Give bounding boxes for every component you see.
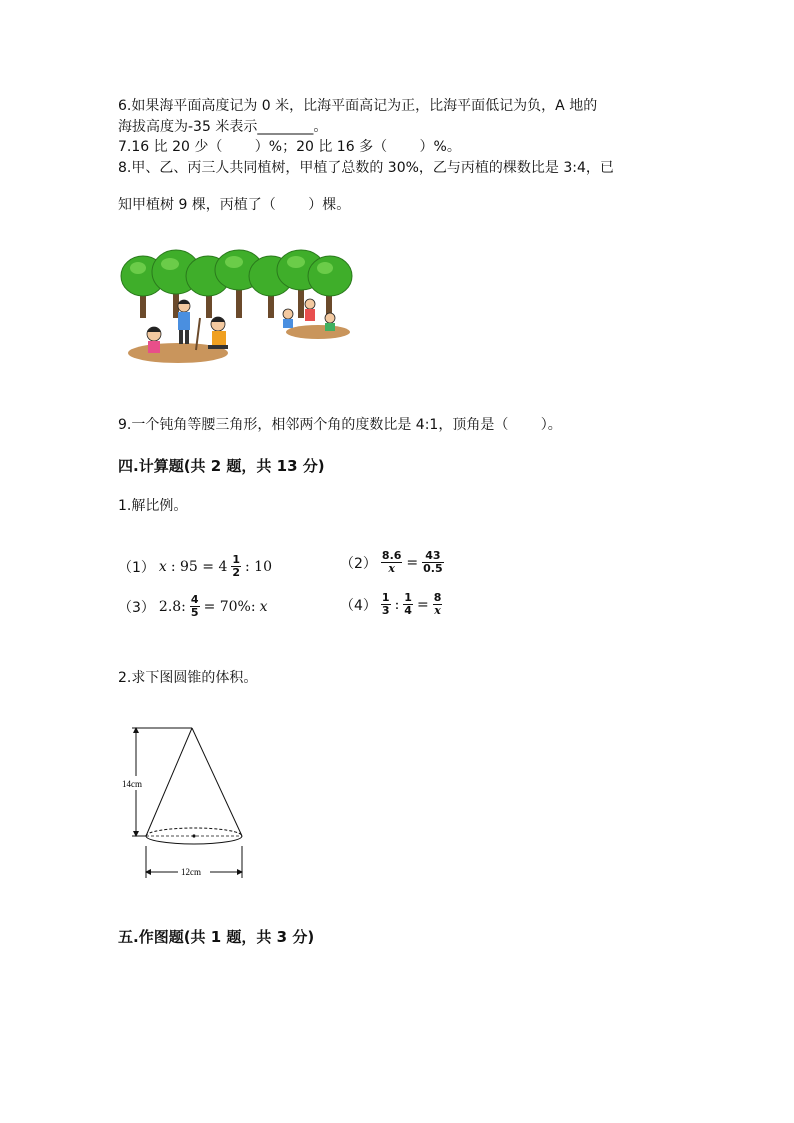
calc1-title: 1.解比例。 — [118, 498, 188, 514]
proportion-3-rhs: = 70%: — [203, 598, 256, 615]
cone-left-side — [146, 728, 192, 836]
cone-center-dot — [192, 834, 195, 837]
proportion-1 — [118, 554, 272, 579]
proportion-1-label: （1） — [118, 559, 155, 576]
calc2-title: 2.求下图圆锥的体积。 — [118, 670, 258, 686]
cone-diagram — [118, 722, 258, 882]
q7-text: 7.16 比 20 少（ ）%；20 比 16 多（ ）%。 — [118, 139, 461, 155]
proportion-3-fraction: $\frac{4}{5}$ — [190, 593, 199, 619]
q9-text: 9.一个钝角等腰三角形，相邻两个角的度数比是 4:1，顶角是（ ）。 — [118, 417, 562, 433]
q6-line2: 海拔高度为-35 米表示________。 — [118, 119, 328, 135]
proportion-2 — [340, 550, 444, 575]
section4-heading: 四.计算题(共 2 题，共 13 分) — [118, 457, 325, 475]
tree-planting-illustration — [118, 248, 358, 370]
proportion-1-fraction: $\frac{1}{2}$ — [232, 553, 241, 579]
proportion-4 — [340, 592, 442, 617]
proportion-1-mid: : 95 = 4 — [170, 558, 228, 575]
q8-line1: 8.甲、乙、丙三人共同植树，甲植了总数的 30%，乙与丙植的棵数比是 3:4，已 — [118, 160, 614, 176]
proportion-4-colon: : — [394, 596, 400, 613]
proportion-4-fraction-a: $\frac{1}{3}$ — [381, 591, 390, 617]
proportion-3-lead: 2.8: — [158, 598, 186, 615]
q6-line1: 6.如果海平面高度记为 0 米，比海平面高记为正，比海平面低记为负，A 地的 — [118, 98, 598, 114]
q8-line2: 知甲植树 9 棵，丙植了（ ）棵。 — [118, 197, 351, 213]
proportion-4-fraction-b: $\frac{1}{4}$ — [404, 591, 412, 617]
proportion-1-var: x — [158, 558, 167, 575]
proportion-2-equals: = — [406, 554, 419, 571]
cone-diameter-label: 12cm — [181, 867, 201, 877]
proportion-4-fraction-c: $\frac{8}{x}$ — [433, 591, 442, 617]
proportion-3 — [118, 594, 267, 619]
proportion-3-label: （3） — [118, 599, 155, 616]
cone-height-label: 14cm — [122, 779, 142, 789]
proportion-3-var: x — [259, 598, 268, 615]
proportion-4-equals: = — [416, 596, 429, 613]
cone-right-side — [192, 728, 242, 836]
proportion-1-rhs: : 10 — [245, 558, 272, 575]
section5-heading: 五.作图题(共 1 题，共 3 分) — [118, 928, 315, 946]
proportion-2-label: （2） — [340, 555, 377, 572]
proportion-2-fraction-right: $\frac{43}{0.5}$ — [423, 549, 443, 575]
proportion-2-fraction-left: $\frac{8.6}{x}$ — [381, 549, 402, 575]
proportion-4-label: （4） — [340, 597, 377, 614]
